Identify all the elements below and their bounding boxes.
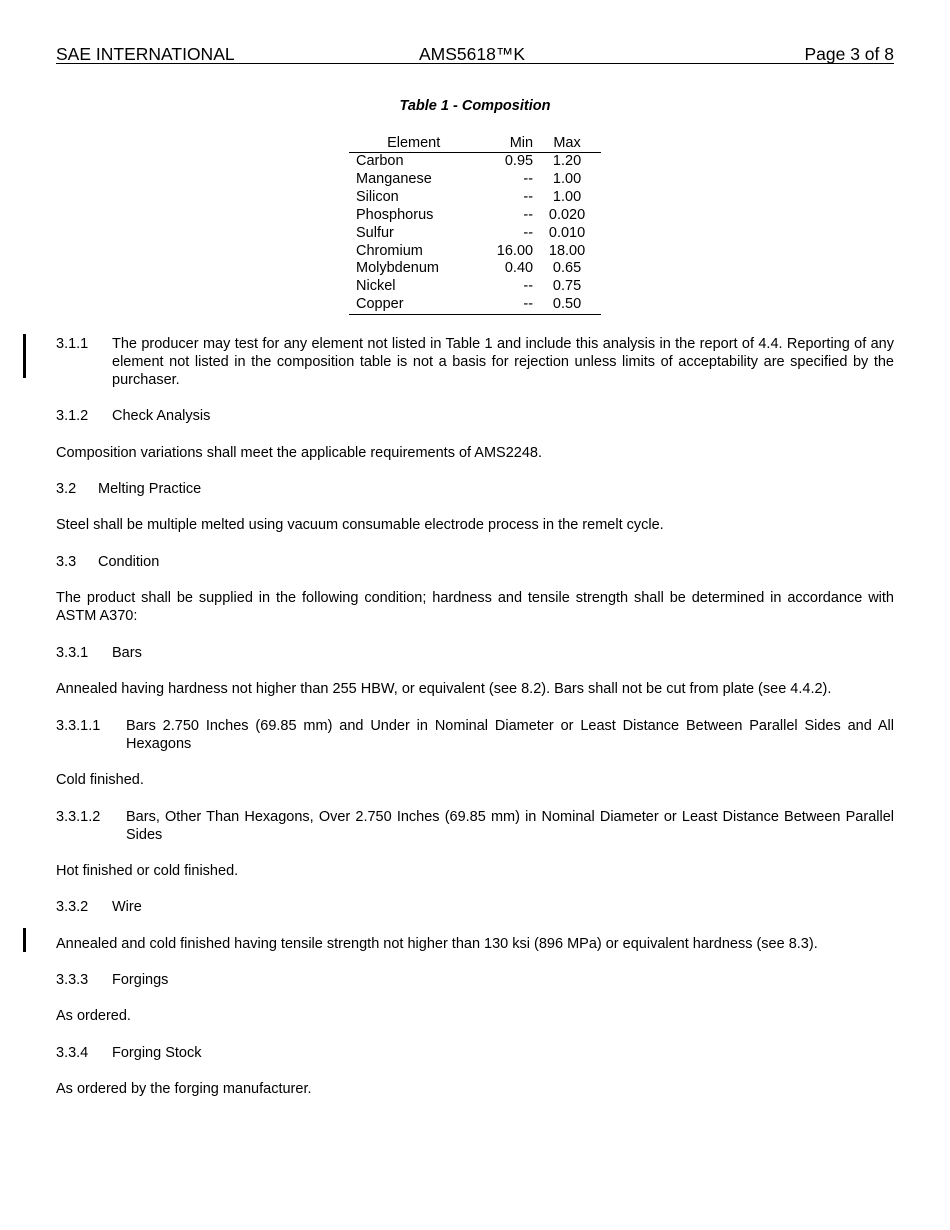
section-body: The product shall be supplied in the following condition; hardness and tensile strength shall be determined in accordance with ASTM A370: bbox=[56, 590, 894, 624]
column-header-min: Min bbox=[478, 134, 533, 153]
table-row bbox=[349, 260, 601, 278]
element-cell: Copper bbox=[349, 296, 478, 314]
section-heading: Bars, Other Than Hexagons, Over 2.750 Inches (69.85 mm) in Nominal Diameter or Least Distance Between Parallel Sides bbox=[126, 809, 894, 843]
header-page-number: Page 3 of 8 bbox=[804, 44, 894, 64]
max-cell: 18.00 bbox=[548, 242, 586, 259]
min-cell: -- bbox=[523, 170, 534, 187]
table-row bbox=[349, 207, 601, 225]
table-row bbox=[349, 243, 601, 261]
section-number: 3.3.1.2 bbox=[56, 809, 101, 825]
element-cell: Silicon bbox=[356, 188, 399, 205]
header-doc-id: AMS5618™K bbox=[419, 44, 526, 64]
table-caption: Table 1 - Composition bbox=[399, 98, 551, 114]
element-cell: Manganese bbox=[356, 170, 432, 187]
table-header-row bbox=[349, 134, 601, 153]
revision-change-bar bbox=[23, 334, 26, 378]
section-number: 3.3 bbox=[56, 554, 77, 570]
section-number: 3.3.4 bbox=[56, 1045, 89, 1061]
max-cell: 0.65 bbox=[552, 260, 582, 277]
section-body: As ordered. bbox=[56, 1008, 131, 1024]
section-heading: Bars 2.750 Inches (69.85 mm) and Under in Nominal Diameter or Least Distance Between Parallel Sides and All Hexagons bbox=[126, 718, 894, 752]
header-rule bbox=[56, 63, 894, 64]
min-cell: -- bbox=[523, 206, 534, 223]
element-cell: Sulfur bbox=[356, 224, 394, 241]
table-row bbox=[349, 225, 601, 243]
section-heading: Bars bbox=[112, 645, 142, 661]
section-number: 3.1.1 bbox=[56, 336, 89, 352]
min-cell: 16.00 bbox=[496, 242, 534, 259]
section-body: Cold finished. bbox=[56, 772, 144, 788]
revision-change-bar bbox=[23, 928, 26, 952]
section-number: 3.3.3 bbox=[56, 972, 89, 988]
section-heading: Condition bbox=[98, 554, 160, 570]
element-cell: Molybdenum bbox=[356, 260, 440, 277]
column-header-max: Max bbox=[533, 134, 601, 153]
min-cell: 0.40 bbox=[504, 260, 534, 277]
element-cell: Phosphorus bbox=[356, 206, 434, 223]
section-body: Steel shall be multiple melted using vacuum consumable electrode process in the remelt cycle. bbox=[56, 517, 664, 533]
section-body: Annealed and cold finished having tensile strength not higher than 130 ksi (896 MPa) or equivalent hardness (see 8.3). bbox=[56, 936, 818, 952]
composition-table bbox=[349, 134, 601, 315]
table-row bbox=[349, 171, 601, 189]
min-cell: -- bbox=[523, 224, 534, 241]
element-cell: Chromium bbox=[356, 242, 423, 259]
max-cell: 0.75 bbox=[552, 278, 582, 295]
header-org: SAE INTERNATIONAL bbox=[56, 44, 235, 64]
section-number: 3.3.1 bbox=[56, 645, 89, 661]
section-number: 3.3.2 bbox=[56, 899, 89, 915]
max-cell: 1.20 bbox=[552, 153, 582, 169]
element-cell: Nickel bbox=[356, 278, 396, 295]
section-number: 3.1.2 bbox=[56, 408, 89, 424]
min-cell: -- bbox=[523, 278, 534, 295]
max-cell: 1.00 bbox=[552, 170, 582, 187]
section-body: Annealed having hardness not higher than 255 HBW, or equivalent (see 8.2). Bars shall not be cut from plate (see 4.4.2). bbox=[56, 681, 832, 697]
section-number: 3.3.1.1 bbox=[56, 718, 101, 734]
max-cell: 0.50 bbox=[533, 296, 601, 314]
max-cell: 0.010 bbox=[548, 224, 586, 241]
table-row bbox=[349, 278, 601, 296]
section-heading: Forging Stock bbox=[112, 1045, 202, 1061]
element-cell: Carbon bbox=[356, 153, 404, 169]
min-cell: -- bbox=[478, 296, 533, 314]
max-cell: 1.00 bbox=[552, 188, 582, 205]
column-header-element: Element bbox=[349, 134, 478, 153]
section-body: Composition variations shall meet the applicable requirements of AMS2248. bbox=[56, 445, 543, 461]
section-heading: Melting Practice bbox=[98, 481, 202, 497]
section-heading: Check Analysis bbox=[112, 408, 211, 424]
min-cell: -- bbox=[523, 188, 534, 205]
paragraph-3-1-1: The producer may test for any element not listed in Table 1 and include this analysis in the report of 4.4. Reporting of any element not listed in the composition table is not a basis for rejection unless limits of acceptability are specified by the purchaser. bbox=[112, 336, 894, 388]
section-body: Hot finished or cold finished. bbox=[56, 863, 239, 879]
section-number: 3.2 bbox=[56, 481, 77, 497]
table-row bbox=[349, 153, 601, 171]
section-body: As ordered by the forging manufacturer. bbox=[56, 1081, 312, 1097]
table-row bbox=[349, 189, 601, 207]
section-heading: Forgings bbox=[112, 972, 169, 988]
min-cell: 0.95 bbox=[504, 153, 534, 169]
max-cell: 0.020 bbox=[548, 206, 586, 223]
table-row bbox=[349, 296, 601, 314]
section-heading: Wire bbox=[112, 899, 142, 915]
